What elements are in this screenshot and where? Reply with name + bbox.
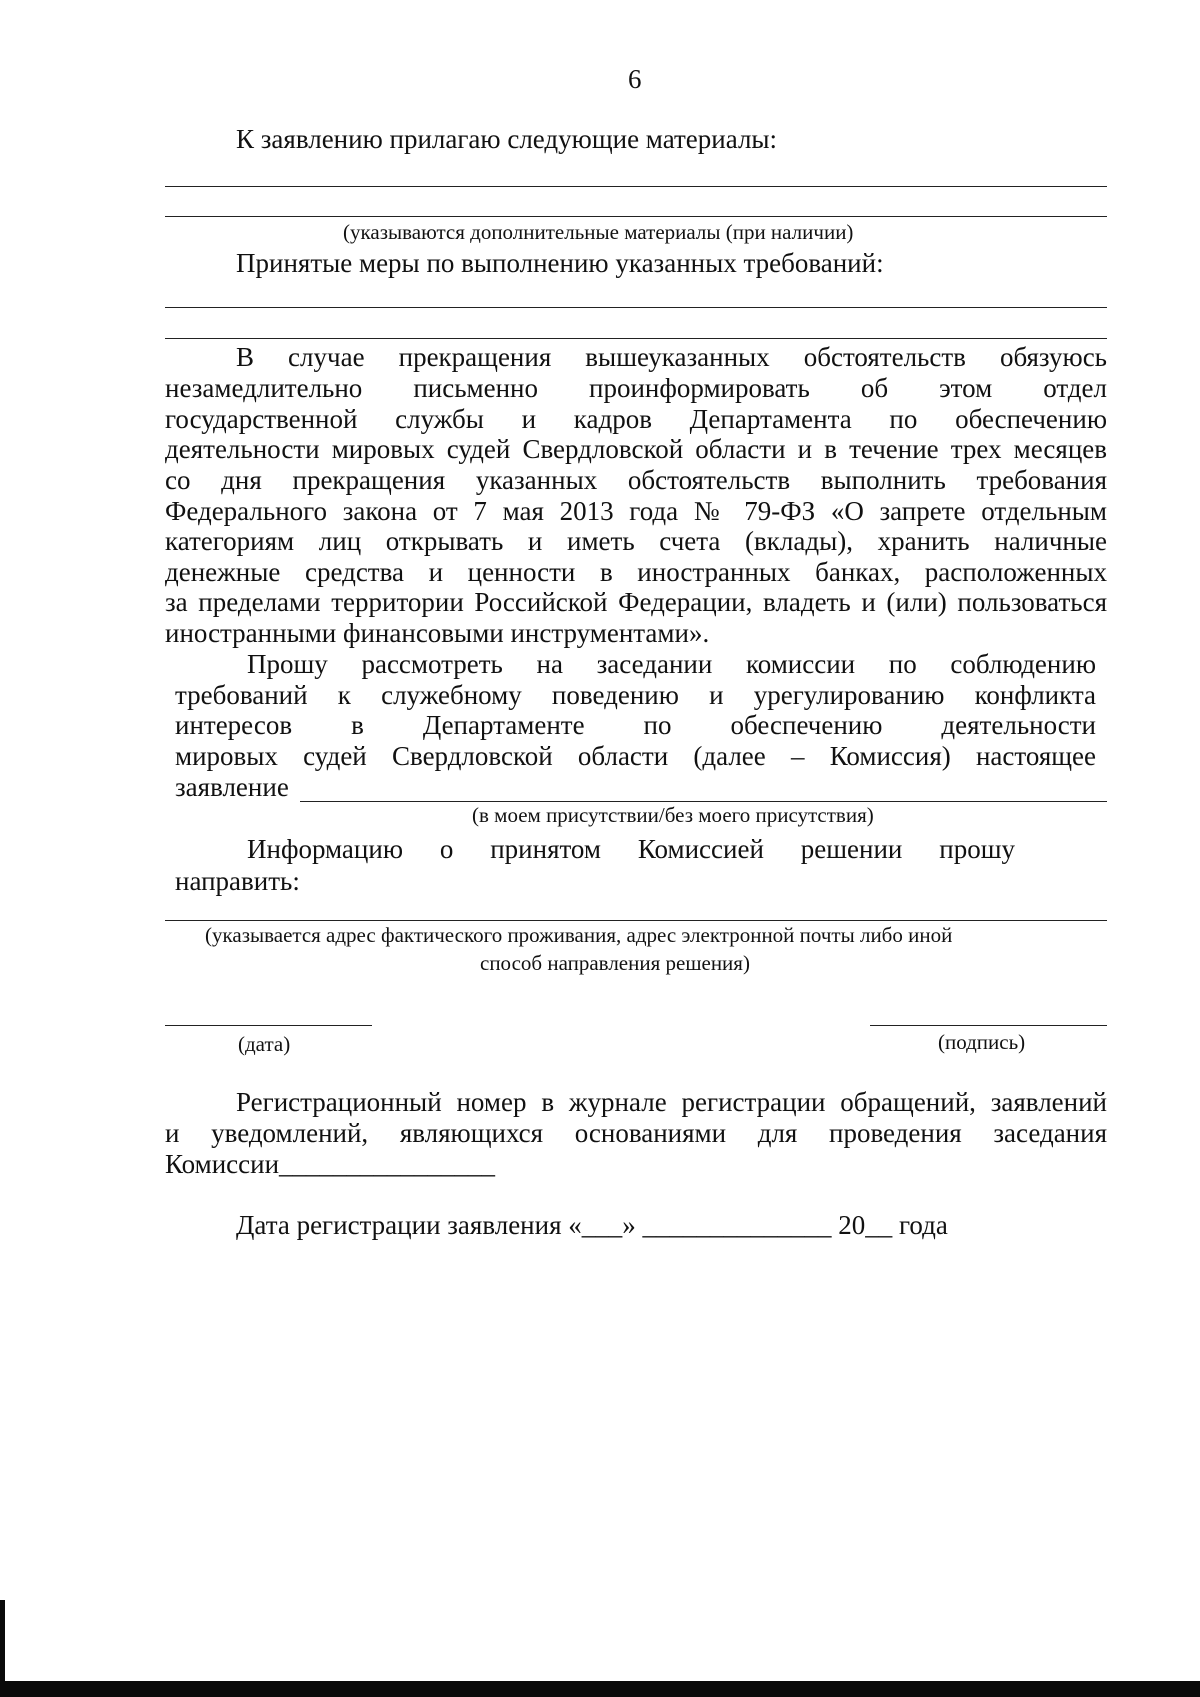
- address-line: [165, 920, 1107, 921]
- registration-line-1: Регистрационный номер в журнале регистрации обращений, заявлений: [236, 1087, 1107, 1117]
- measures-heading: Принятые меры по выполнению указанных требований:: [236, 248, 884, 278]
- info-line-1: Информацию о принятом Комиссией решении прошу: [247, 834, 1015, 864]
- request-fill-line: [300, 801, 1107, 802]
- attachments-caption: (указываются дополнительные материалы (при наличии): [343, 220, 854, 244]
- address-caption-line-1: (указывается адрес фактического проживания, адрес электронной почты либо иной: [205, 923, 953, 947]
- page-number: 6: [628, 64, 642, 94]
- obligation-line-7: категориям лиц открывать и иметь счета (вклады), хранить наличные: [165, 526, 1107, 556]
- info-line-2: направить:: [175, 866, 300, 896]
- request-line-2: требований к служебному поведению и урегулированию конфликта: [175, 680, 1096, 710]
- obligation-line-2: незамедлительно письменно проинформировать об этом отдел: [165, 373, 1107, 403]
- scan-edge-bottom: [0, 1681, 1200, 1697]
- request-line-5: заявление: [175, 772, 289, 802]
- request-line-4: мировых судей Свердловской области (далее – Комиссия) настоящее: [175, 741, 1096, 771]
- measures-line-2: [165, 338, 1107, 339]
- obligation-line-9: за пределами территории Российской Федерации, владеть и (или) пользоваться: [165, 587, 1107, 617]
- obligation-line-5: со дня прекращения указанных обстоятельств выполнить требования: [165, 465, 1107, 495]
- obligation-line-10: иностранными финансовыми инструментами».: [165, 618, 710, 648]
- date-line: [165, 1025, 372, 1026]
- request-line-1: Прошу рассмотреть на заседании комиссии по соблюдению: [247, 649, 1096, 679]
- signature-line: [870, 1025, 1107, 1026]
- address-caption-line-2: способ направления решения): [480, 951, 750, 975]
- measures-line-1: [165, 307, 1107, 308]
- date-caption: (дата): [238, 1032, 291, 1056]
- registration-date: Дата регистрации заявления «___» ______________ 20__ года: [236, 1210, 948, 1240]
- attachments-line-2: [165, 216, 1107, 217]
- request-line-3: интересов в Департаменте по обеспечению деятельности: [175, 710, 1096, 740]
- obligation-line-3: государственной службы и кадров Департамента по обеспечению: [165, 404, 1107, 434]
- presence-caption: (в моем присутствии/без моего присутствия): [472, 803, 874, 827]
- registration-line-3: Комиссии________________: [165, 1149, 496, 1179]
- attachments-line-1: [165, 186, 1107, 187]
- obligation-line-8: денежные средства и ценности в иностранных банках, расположенных: [165, 557, 1107, 587]
- obligation-line-6: Федерального закона от 7 мая 2013 года № 79-ФЗ «О запрете отдельным: [165, 496, 1107, 526]
- attachments-heading: К заявлению прилагаю следующие материалы:: [236, 124, 778, 154]
- obligation-line-4: деятельности мировых судей Свердловской области и в течение трех месяцев: [165, 434, 1107, 464]
- obligation-line-1: В случае прекращения вышеуказанных обстоятельств обязуюсь: [236, 342, 1107, 372]
- scan-edge-left: [0, 1600, 5, 1681]
- registration-line-2: и уведомлений, являющихся основаниями для проведения заседания: [165, 1118, 1107, 1148]
- signature-caption: (подпись): [938, 1030, 1026, 1054]
